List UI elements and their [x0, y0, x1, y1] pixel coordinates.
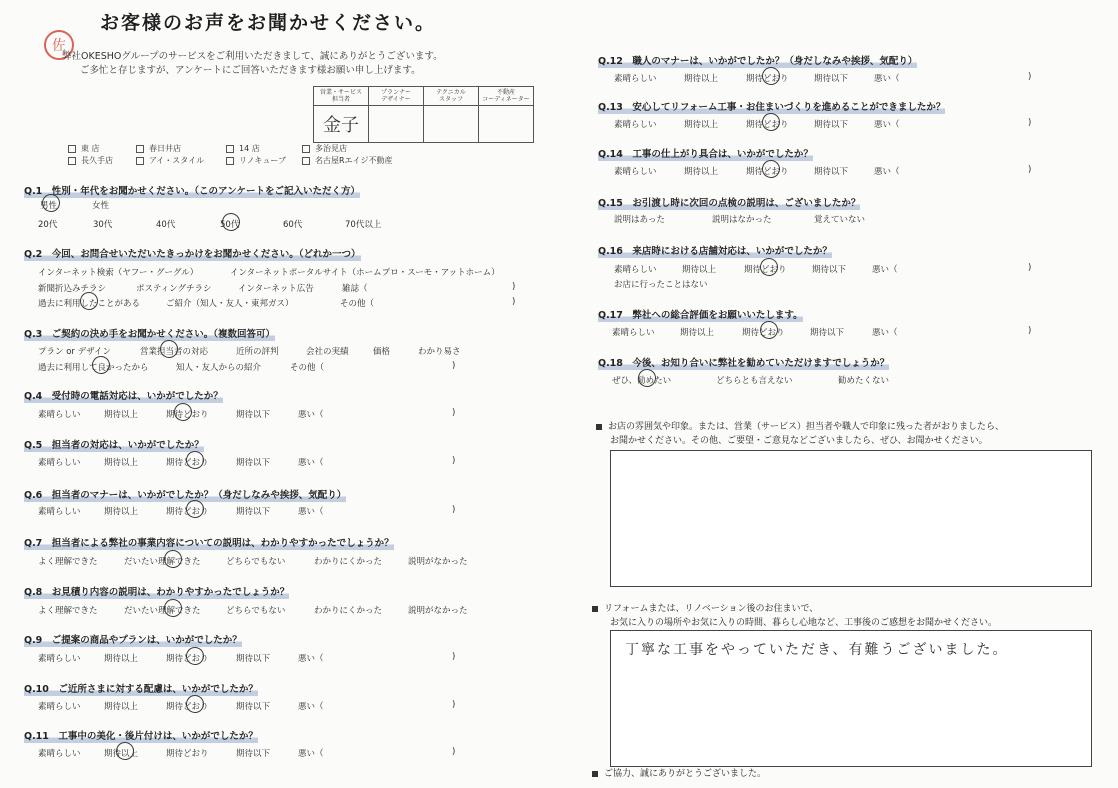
- q12-option-above[interactable]: 期待以上: [684, 74, 719, 84]
- q5-option-above[interactable]: 期待以上: [104, 458, 139, 468]
- staff-technical-name[interactable]: [424, 106, 479, 143]
- q13-option-above[interactable]: 期待以上: [684, 120, 719, 130]
- checkbox[interactable]: [226, 157, 234, 165]
- q14-option-bad[interactable]: 悪い（: [874, 167, 900, 177]
- q7-option-neutral[interactable]: どちらでもない: [226, 557, 286, 567]
- q9-option-bad[interactable]: 悪い（: [298, 654, 324, 664]
- q14-option-as-expected[interactable]: 期待どおり: [746, 167, 789, 177]
- q10-option-above[interactable]: 期待以上: [104, 702, 139, 712]
- q7-option-mostly[interactable]: だいたい理解できた: [124, 557, 201, 567]
- q10-option-as-expected[interactable]: 期待どおり: [166, 702, 209, 712]
- q14-option-below[interactable]: 期待以下: [814, 167, 849, 177]
- free-text-1-box[interactable]: [610, 450, 1092, 587]
- q12-option-excellent[interactable]: 素晴らしい: [614, 74, 657, 84]
- q4-option-above[interactable]: 期待以上: [104, 410, 139, 420]
- store-row-2: [68, 155, 393, 166]
- q1-option-male[interactable]: 男性: [40, 201, 58, 211]
- q2-paren-close: ): [512, 282, 516, 292]
- q4-option-as-expected[interactable]: 期待どおり: [166, 410, 209, 420]
- q17-option-bad[interactable]: 悪い（: [872, 328, 898, 338]
- q3-option-clarity[interactable]: わかり易さ: [418, 347, 461, 357]
- free-text-1-line-1: お店の雰囲気や印象。または、営業（サービス）担当者や職人で印象に残った者がおりましたら、: [608, 422, 1005, 432]
- staff-header-realestate: 不動産 コーディネーター: [479, 87, 534, 106]
- q15-option-not-explained[interactable]: 説明はなかった: [712, 215, 772, 225]
- store-option[interactable]: [302, 144, 347, 153]
- q6-option-as-expected[interactable]: 期待どおり: [166, 507, 209, 517]
- question-3: Q.3 ご契約の決め手をお聞かせください。（複数回答可）: [24, 326, 275, 341]
- q12-option-as-expected[interactable]: 期待どおり: [746, 74, 789, 84]
- question-4: Q.4 受付時の電話対応は、いかがでしたか？: [24, 388, 223, 403]
- q3-option-past-good[interactable]: 過去に利用して良かったから: [38, 363, 149, 373]
- question-16: Q.16 来店時における店舗対応は、いかがでしたか？: [598, 243, 832, 258]
- q16-option-excellent[interactable]: 素晴らしい: [614, 265, 657, 275]
- free-text-1-prompt: [596, 419, 1004, 432]
- square-bullet-icon: [596, 424, 602, 430]
- store-label: 名古屋Rエイジ不動産: [315, 156, 393, 165]
- handwritten-comment: 丁寧な工事をやっていただき、有難うございました。: [625, 642, 1009, 658]
- q11-paren-close: ): [452, 747, 456, 757]
- question-14: Q.14 工事の仕上がり具合は、いかがでしたか？: [598, 146, 813, 161]
- q5-option-excellent[interactable]: 素晴らしい: [38, 458, 81, 468]
- store-label: 多治見店: [315, 144, 347, 153]
- store-option[interactable]: [136, 143, 226, 154]
- q3-option-plan[interactable]: プラン or デザイン: [38, 347, 112, 357]
- q11-option-as-expected[interactable]: 期待どおり: [166, 749, 209, 759]
- q18-option-recommend[interactable]: ぜひ、勧めたい: [612, 376, 672, 386]
- question-1: Q.1 性別・年代をお聞かせください。（このアンケートをご記入いただく方）: [24, 183, 360, 198]
- q7-option-well[interactable]: よく理解できた: [38, 557, 98, 567]
- checkbox[interactable]: [68, 145, 76, 153]
- store-label: リノキューブ: [239, 156, 286, 165]
- q9-option-below[interactable]: 期待以下: [236, 654, 271, 664]
- checkbox[interactable]: [68, 157, 76, 165]
- q9-paren-close: ): [452, 652, 456, 662]
- q3-option-reputation[interactable]: 近所の評判: [236, 347, 279, 357]
- q6-option-excellent[interactable]: 素晴らしい: [38, 507, 81, 517]
- q1-option-30s[interactable]: 30代: [93, 220, 113, 230]
- question-17: Q.17 弊社への総合評価をお願いいたします。: [598, 307, 803, 322]
- free-text-1-prompt-line-2: お聞かせください。その他、ご要望・ご意見などございましたら、ぜひ、お聞かせください。: [610, 436, 988, 446]
- staff-planner-name[interactable]: [369, 106, 424, 143]
- q11-option-above[interactable]: 期待以上: [104, 749, 139, 759]
- checkbox[interactable]: [226, 145, 234, 153]
- checkbox[interactable]: [302, 145, 310, 153]
- q8-option-neutral[interactable]: どちらでもない: [226, 606, 286, 616]
- q1-option-female[interactable]: 女性: [92, 201, 110, 211]
- q11-option-bad[interactable]: 悪い（: [298, 749, 324, 759]
- q10-option-excellent[interactable]: 素晴らしい: [38, 702, 81, 712]
- store-option[interactable]: [68, 143, 136, 154]
- question-11: Q.11 工事中の美化・後片付けは、いかがでしたか？: [24, 728, 258, 743]
- q3-option-other[interactable]: その他（: [290, 363, 325, 373]
- q16-paren-close: ): [1028, 263, 1032, 273]
- q6-option-above[interactable]: 期待以上: [104, 507, 139, 517]
- q2-option-portal[interactable]: インターネットポータルサイト（ホームプロ・スーモ・アットホーム）: [230, 268, 500, 278]
- free-text-2-line-1: リフォームまたは、リノベーション後のお住まいで、: [604, 604, 819, 614]
- store-option[interactable]: [136, 155, 226, 166]
- q1-option-40s[interactable]: 40代: [156, 220, 176, 230]
- staff-header-technical: テクニカル スタッフ: [424, 87, 479, 106]
- intro-line-2: ご多忙と存じますが、アンケートにご回答いただきます様お願い申し上げます。: [80, 65, 421, 76]
- q2-option-web-ad[interactable]: インターネット広告: [238, 284, 314, 294]
- q1-option-60s[interactable]: 60代: [283, 220, 303, 230]
- q4-option-bad[interactable]: 悪い（: [298, 410, 324, 420]
- q18-option-not-recommend[interactable]: 勧めたくない: [838, 376, 890, 386]
- q11-option-excellent[interactable]: 素晴らしい: [38, 749, 81, 759]
- page-title: お客様のお声をお聞かせください。: [100, 12, 437, 34]
- store-label: 春日井店: [149, 144, 181, 153]
- q3-option-friend-referral[interactable]: 知人・友人からの紹介: [176, 363, 262, 373]
- q15-option-explained[interactable]: 説明はあった: [614, 215, 665, 225]
- q16-option-above[interactable]: 期待以上: [682, 265, 717, 275]
- q2-option-past-use[interactable]: 過去に利用したことがある: [38, 299, 141, 309]
- checkbox[interactable]: [302, 157, 310, 165]
- q14-option-above[interactable]: 期待以上: [684, 167, 719, 177]
- q6-option-bad[interactable]: 悪い（: [298, 507, 324, 517]
- handwritten-staff-name: 金子: [323, 115, 359, 136]
- q4-option-excellent[interactable]: 素晴らしい: [38, 410, 81, 420]
- q1-option-50s[interactable]: 50代: [220, 220, 240, 230]
- q17-option-below[interactable]: 期待以下: [810, 328, 845, 338]
- q8-option-well[interactable]: よく理解できた: [38, 606, 98, 616]
- q17-paren-close: ): [1028, 326, 1032, 336]
- q9-option-as-expected[interactable]: 期待どおり: [166, 654, 209, 664]
- q3-option-sales-rep[interactable]: 営業担当者の対応: [140, 347, 209, 357]
- q17-option-excellent[interactable]: 素晴らしい: [612, 328, 655, 338]
- store-label: 長久手店: [81, 156, 113, 165]
- q1-option-20s[interactable]: 20代: [38, 220, 58, 230]
- store-label: アイ・スタイル: [149, 156, 205, 165]
- q2-option-magazine[interactable]: 雑誌（: [342, 284, 368, 294]
- store-label: 14 店: [239, 144, 260, 153]
- q3-option-price[interactable]: 価格: [373, 347, 391, 357]
- q9-option-above[interactable]: 期待以上: [104, 654, 139, 664]
- question-9: Q.9 ご提案の商品やプランは、いかがでしたか？: [24, 632, 242, 647]
- staff-table: [313, 86, 534, 143]
- q10-option-below[interactable]: 期待以下: [236, 702, 271, 712]
- q1-option-70s[interactable]: 70代以上: [345, 220, 382, 230]
- q16-option-below[interactable]: 期待以下: [812, 265, 847, 275]
- q13-option-as-expected[interactable]: 期待どおり: [746, 120, 789, 130]
- question-13: Q.13 安心してリフォーム工事・お住まいづくりを進めることができましたか？: [598, 99, 945, 114]
- question-6: Q.6 担当者のマナーは、いかがでしたか？（身だしなみや挨拶、気配り）: [24, 487, 346, 502]
- store-label: 東 店: [81, 144, 100, 153]
- store-option[interactable]: [226, 155, 302, 166]
- question-18: Q.18 今後、お知り合いに弊社を勧めていただけますでしょうか？: [598, 355, 889, 370]
- q7-option-none[interactable]: 説明がなかった: [408, 557, 468, 567]
- question-12: Q.12 職人のマナーは、いかがでしたか？（身だしなみや挨拶、気配り）: [598, 53, 917, 68]
- q14-paren-close: ): [1028, 165, 1032, 175]
- square-bullet-icon: [592, 606, 598, 612]
- stamp-char: 佐: [52, 38, 66, 54]
- q4-option-below[interactable]: 期待以下: [236, 410, 271, 420]
- free-text-2-prompt: [592, 601, 818, 614]
- q17-option-above[interactable]: 期待以上: [680, 328, 715, 338]
- q2-paren-close: ): [512, 297, 516, 307]
- q2-option-search[interactable]: インターネット検索（ヤフー・グーグル）: [38, 268, 199, 278]
- q4-paren-close: ): [452, 408, 456, 418]
- q12-option-bad[interactable]: 悪い（: [874, 74, 900, 84]
- store-option[interactable]: [68, 155, 136, 166]
- staff-realestate-name[interactable]: [479, 106, 534, 143]
- q11-option-below[interactable]: 期待以下: [236, 749, 271, 759]
- q8-option-mostly[interactable]: だいたい理解できた: [124, 606, 201, 616]
- store-option[interactable]: [302, 156, 393, 165]
- store-option[interactable]: [226, 143, 302, 154]
- q2-option-referral[interactable]: ご紹介（知人・友人・東邦ガス）: [166, 299, 294, 309]
- q12-option-below[interactable]: 期待以下: [814, 74, 849, 84]
- q13-option-below[interactable]: 期待以下: [814, 120, 849, 130]
- q16-option-never-visited[interactable]: お店に行ったことはない: [614, 280, 708, 290]
- q3-paren-close: ): [452, 361, 456, 371]
- staff-header-sales: 営業・サービス 担当者: [314, 87, 369, 106]
- q16-option-bad[interactable]: 悪い（: [872, 265, 898, 275]
- free-text-2-box[interactable]: [610, 630, 1092, 767]
- q5-option-bad[interactable]: 悪い（: [298, 458, 324, 468]
- square-bullet-icon: [592, 771, 598, 777]
- q6-option-below[interactable]: 期待以下: [236, 507, 271, 517]
- q16-option-as-expected[interactable]: 期待どおり: [744, 265, 787, 275]
- question-15: Q.15 お引渡し時に次回の点検の説明は、ございましたか？: [598, 195, 860, 210]
- q7-option-unclear[interactable]: わかりにくかった: [314, 557, 383, 567]
- q2-option-other[interactable]: その他（: [340, 299, 375, 309]
- q18-option-neutral[interactable]: どちらとも言えない: [716, 376, 793, 386]
- q13-paren-close: ): [1028, 118, 1032, 128]
- q14-option-excellent[interactable]: 素晴らしい: [614, 167, 657, 177]
- q5-option-as-expected[interactable]: 期待どおり: [166, 458, 209, 468]
- q5-paren-close: ): [452, 456, 456, 466]
- checkbox[interactable]: [136, 145, 144, 153]
- question-10: Q.10 ご近所さまに対する配慮は、いかがでしたか？: [24, 681, 258, 696]
- footer-text: ご協力、誠にありがとうございました。: [604, 769, 767, 779]
- free-text-2-prompt-line-2: お気に入りの場所やお気に入りの時間、暮らし心地など、工事後のご感想をお聞かせください。: [610, 618, 998, 628]
- q13-option-excellent[interactable]: 素晴らしい: [614, 120, 657, 130]
- q2-option-posting[interactable]: ポスティングチラシ: [136, 284, 212, 294]
- q5-option-below[interactable]: 期待以下: [236, 458, 271, 468]
- q9-option-excellent[interactable]: 素晴らしい: [38, 654, 81, 664]
- q2-option-newspaper[interactable]: 新聞折込みチラシ: [38, 284, 107, 294]
- q12-paren-close: ): [1028, 72, 1032, 82]
- q8-option-unclear[interactable]: わかりにくかった: [314, 606, 383, 616]
- question-8: Q.8 お見積り内容の説明は、わかりやすかったでしょうか？: [24, 584, 289, 599]
- q15-option-dont-remember[interactable]: 覚えていない: [814, 215, 866, 225]
- q3-option-track-record[interactable]: 会社の実績: [306, 347, 349, 357]
- staff-header-planner: プランナー デザイナー: [369, 87, 424, 106]
- q10-paren-close: ): [452, 700, 456, 710]
- store-row-1: [68, 143, 347, 154]
- staff-sales-name[interactable]: [314, 106, 369, 143]
- intro-line-1: 弊社OKESHOグループのサービスをご利用いただきまして、誠にありがとうございます。: [62, 51, 443, 62]
- q10-option-bad[interactable]: 悪い（: [298, 702, 324, 712]
- question-5: Q.5 担当者の対応は、いかがでしたか？: [24, 437, 204, 452]
- q6-paren-close: ): [452, 505, 456, 515]
- checkbox[interactable]: [136, 157, 144, 165]
- q8-option-none[interactable]: 説明がなかった: [408, 606, 468, 616]
- q13-option-bad[interactable]: 悪い（: [874, 120, 900, 130]
- question-7: Q.7 担当者による弊社の事業内容についての説明は、わかりやすかったでしょうか？: [24, 535, 394, 550]
- question-2: Q.2 今回、お問合せいただいたきっかけをお聞かせください。（どれか一つ）: [24, 246, 361, 261]
- q17-option-as-expected[interactable]: 期待どおり: [742, 328, 785, 338]
- footer: [592, 766, 766, 779]
